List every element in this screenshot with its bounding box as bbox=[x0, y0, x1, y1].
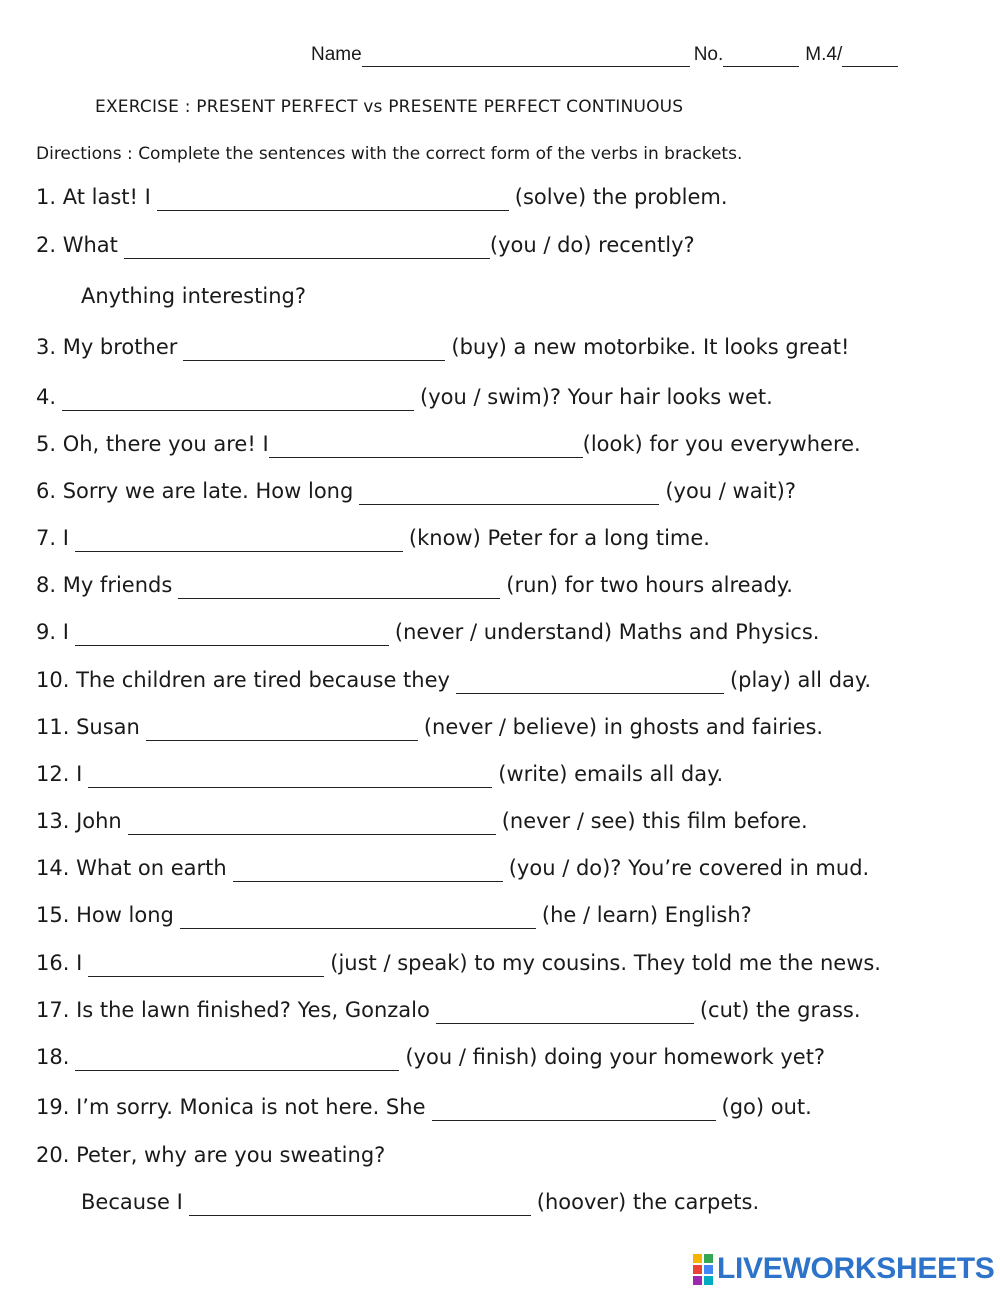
question-3 bbox=[36, 334, 849, 361]
answer-input-3[interactable] bbox=[183, 340, 445, 361]
class-label: M.4/ bbox=[805, 44, 843, 65]
answer-input-17[interactable] bbox=[436, 1003, 694, 1024]
question-text: (you / swim)? Your hair looks wet. bbox=[420, 385, 773, 409]
answer-input-12[interactable] bbox=[88, 767, 492, 788]
question-text: (you / do) recently? bbox=[489, 233, 695, 257]
question-16 bbox=[36, 950, 881, 977]
answer-input-8[interactable] bbox=[178, 578, 500, 599]
question-text: (buy) a new motorbike. It looks great! bbox=[451, 335, 850, 359]
name-label: Name bbox=[311, 44, 362, 65]
logo-tile bbox=[693, 1254, 702, 1263]
question-text: 20. Peter, why are you sweating? bbox=[36, 1143, 386, 1167]
question-text: 18. bbox=[36, 1045, 70, 1069]
question-4 bbox=[36, 384, 773, 411]
answer-input-6[interactable] bbox=[359, 484, 659, 505]
question-text: 3. My brother bbox=[36, 335, 178, 359]
question-text: 7. I bbox=[36, 526, 69, 550]
question-text: (cut) the grass. bbox=[699, 998, 861, 1022]
number-field[interactable] bbox=[723, 46, 799, 67]
question-text: 6. Sorry we are late. How long bbox=[36, 479, 354, 503]
number-label: No. bbox=[693, 44, 724, 65]
logo-tile bbox=[693, 1265, 702, 1274]
logo-tile bbox=[693, 1276, 702, 1285]
question-9 bbox=[36, 619, 819, 646]
question-text: 12. I bbox=[36, 762, 83, 786]
question-text: 19. I’m sorry. Monica is not here. She bbox=[36, 1095, 426, 1119]
answer-input-5[interactable] bbox=[269, 437, 583, 458]
question-17 bbox=[36, 997, 861, 1024]
name-field[interactable] bbox=[362, 46, 690, 67]
logo-tile bbox=[704, 1276, 713, 1285]
question-7 bbox=[36, 525, 710, 552]
question-15 bbox=[36, 902, 752, 929]
answer-input-7[interactable] bbox=[75, 531, 403, 552]
logo-text: LIVEWORKSHEETS bbox=[717, 1252, 995, 1285]
answer-input-14[interactable] bbox=[233, 861, 503, 882]
question-text: (you / wait)? bbox=[665, 479, 796, 503]
logo-tile bbox=[704, 1254, 713, 1263]
question-text: (you / finish) doing your homework yet? bbox=[405, 1045, 826, 1069]
question-text: (never / understand) Maths and Physics. bbox=[394, 620, 820, 644]
question-text: 11. Susan bbox=[36, 715, 140, 739]
question-text: 8. My friends bbox=[36, 573, 173, 597]
question-text: (never / see) this film before. bbox=[501, 809, 808, 833]
question-5 bbox=[36, 431, 861, 458]
directions-text: Directions : Complete the sentences with the correct form of the verbs in brackets. bbox=[36, 144, 743, 164]
question-text: 17. Is the lawn finished? Yes, Gonzalo bbox=[36, 998, 430, 1022]
question-text: (play) all day. bbox=[729, 668, 871, 692]
question-text: (write) emails all day. bbox=[498, 762, 724, 786]
question-text: Because I bbox=[81, 1190, 183, 1214]
question-20 bbox=[36, 1142, 385, 1168]
liveworksheets-logo bbox=[693, 1252, 995, 1286]
question-text: Anything interesting? bbox=[81, 284, 306, 308]
logo-tile bbox=[704, 1265, 713, 1274]
question-text: (run) for two hours already. bbox=[506, 573, 793, 597]
question-10 bbox=[36, 667, 871, 694]
answer-input-4[interactable] bbox=[62, 390, 414, 411]
answer-input-19[interactable] bbox=[432, 1100, 716, 1121]
class-field[interactable] bbox=[842, 46, 898, 67]
question-text: 15. How long bbox=[36, 903, 174, 927]
question-text: 1. At last! I bbox=[36, 185, 151, 209]
question-text: (solve) the problem. bbox=[514, 185, 728, 209]
question-20-continued bbox=[81, 1189, 759, 1216]
answer-input-10[interactable] bbox=[456, 673, 724, 694]
answer-input-11[interactable] bbox=[146, 720, 418, 741]
question-text: (you / do)? You’re covered in mud. bbox=[508, 856, 870, 880]
question-text: 13. John bbox=[36, 809, 122, 833]
exercise-title: EXERCISE : PRESENT PERFECT vs PRESENTE PERFECT CONTINUOUS bbox=[95, 97, 684, 117]
question-text: 14. What on earth bbox=[36, 856, 227, 880]
question-2-continued bbox=[81, 283, 306, 309]
answer-input-9[interactable] bbox=[75, 625, 389, 646]
question-text: 16. I bbox=[36, 951, 83, 975]
question-text: 2. What bbox=[36, 233, 118, 257]
question-text: (he / learn) English? bbox=[541, 903, 752, 927]
question-14 bbox=[36, 855, 869, 882]
question-19 bbox=[36, 1094, 812, 1121]
question-2 bbox=[36, 232, 695, 259]
question-1 bbox=[36, 184, 728, 211]
question-6 bbox=[36, 478, 796, 505]
student-info-header bbox=[311, 44, 898, 67]
question-18 bbox=[36, 1044, 825, 1071]
question-text: 4. bbox=[36, 385, 57, 409]
question-text: (hoover) the carpets. bbox=[536, 1190, 760, 1214]
question-text: 5. Oh, there you are! I bbox=[36, 432, 269, 456]
answer-input-2[interactable] bbox=[124, 238, 490, 259]
answer-input-16[interactable] bbox=[88, 956, 324, 977]
answer-input-13[interactable] bbox=[128, 814, 496, 835]
question-text: (look) for you everywhere. bbox=[582, 432, 861, 456]
question-13 bbox=[36, 808, 808, 835]
question-11 bbox=[36, 714, 823, 741]
question-text: 10. The children are tired because they bbox=[36, 668, 450, 692]
question-12 bbox=[36, 761, 723, 788]
question-text: (never / believe) in ghosts and fairies. bbox=[423, 715, 824, 739]
question-text: 9. I bbox=[36, 620, 69, 644]
question-8 bbox=[36, 572, 793, 599]
logo-mark-icon bbox=[693, 1254, 713, 1285]
answer-input-18[interactable] bbox=[75, 1050, 399, 1071]
question-text: (know) Peter for a long time. bbox=[408, 526, 710, 550]
question-text: (go) out. bbox=[721, 1095, 812, 1119]
answer-input-1[interactable] bbox=[157, 190, 509, 211]
answer-input-20[interactable] bbox=[189, 1195, 531, 1216]
question-text: (just / speak) to my cousins. They told me the news. bbox=[330, 951, 881, 975]
answer-input-15[interactable] bbox=[180, 908, 536, 929]
